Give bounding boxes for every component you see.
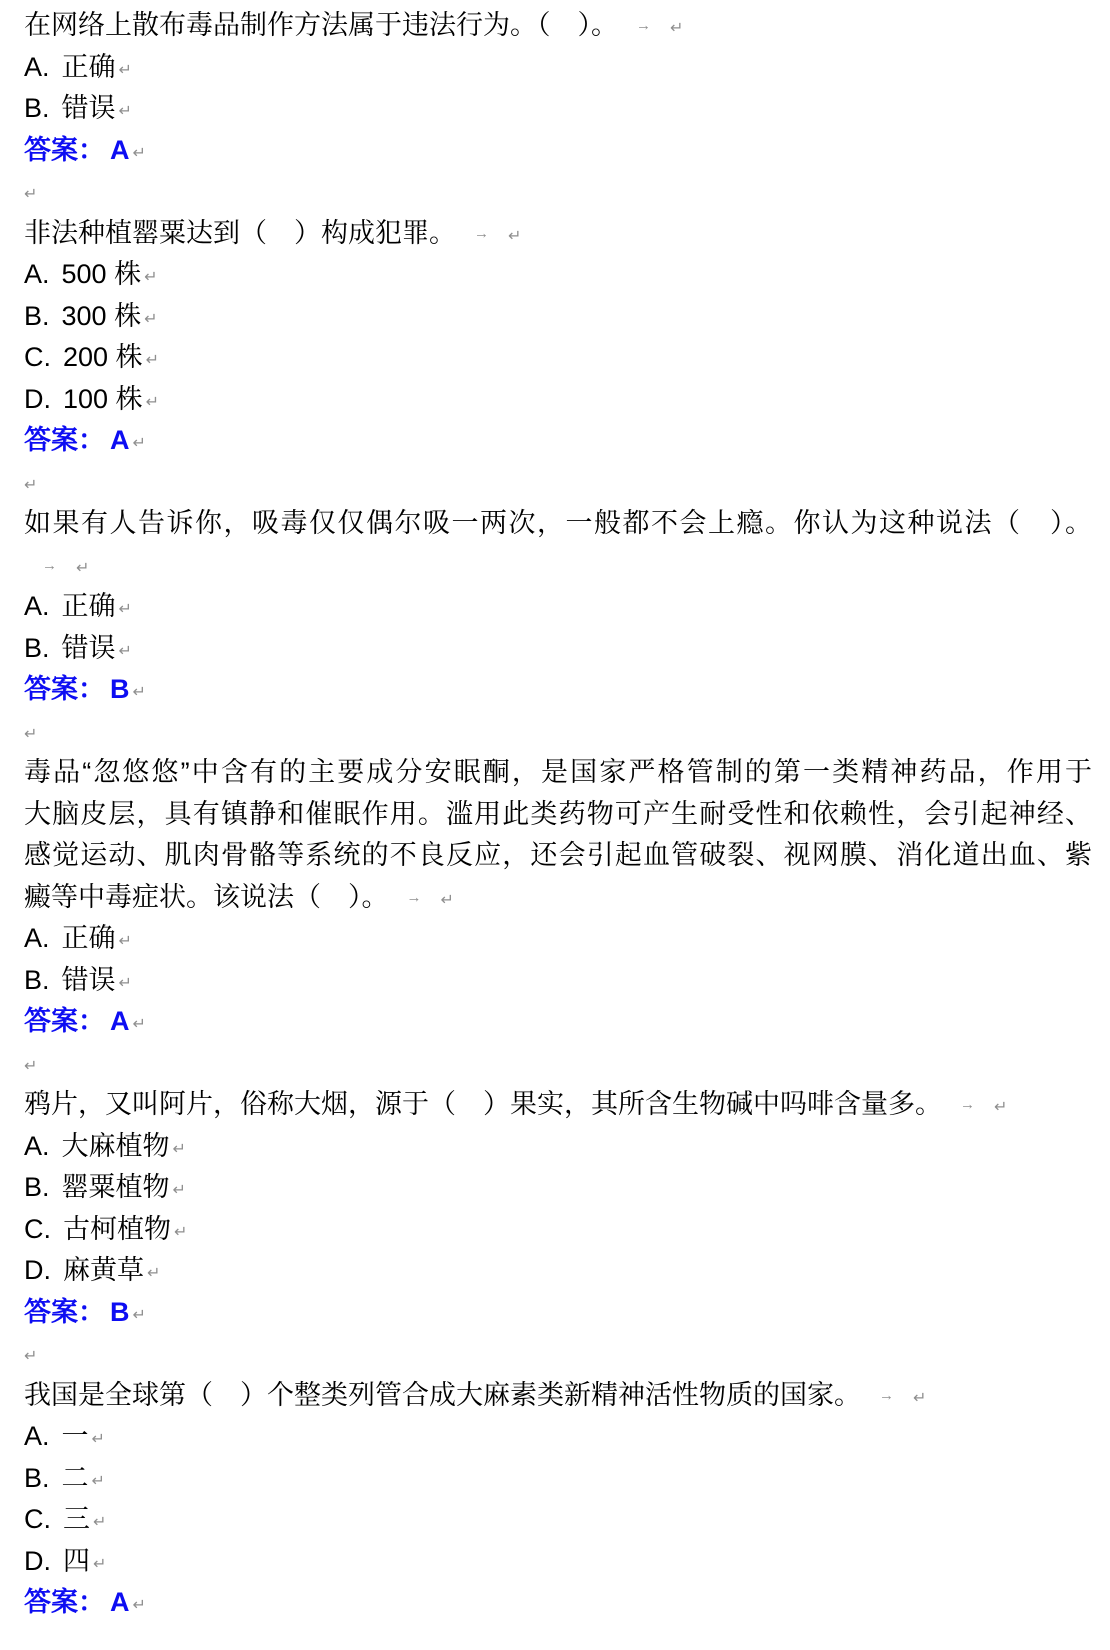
pilcrow-icon: ↵ — [440, 891, 454, 909]
pilcrow-icon: ↵ — [144, 269, 158, 286]
pilcrow-icon: ↵ — [91, 1472, 105, 1490]
blank-line — [24, 711, 1092, 753]
option-label: B. — [24, 1462, 50, 1493]
question-text: 在网络上散布毒品制作方法属于违法行为。（ ）。 — [24, 10, 618, 40]
question-text: 我国是全球第（ ）个整类列管合成大麻素类新精神活性物质的国家。 — [24, 1379, 861, 1410]
answer-letter: A — [110, 1006, 130, 1036]
option-label: D. — [24, 383, 51, 414]
option-label: A. — [24, 591, 50, 621]
option-label: A. — [24, 923, 50, 953]
pilcrow-icon: ↵ — [147, 1265, 161, 1282]
option-text: 一 — [61, 1421, 89, 1451]
answer-letter: A — [110, 1587, 130, 1617]
option-text: 二 — [61, 1462, 89, 1493]
pilcrow-icon: ↵ — [118, 61, 132, 79]
pilcrow-icon: ↵ — [91, 1431, 105, 1448]
answer-prefix: 答案： — [24, 425, 105, 455]
question-line — [24, 1084, 1092, 1126]
question-line — [24, 545, 1092, 587]
pilcrow-icon: ↵ — [24, 1348, 38, 1365]
option-text: 四 — [63, 1545, 90, 1576]
pilcrow-icon: ↵ — [118, 933, 132, 950]
pilcrow-icon: ↵ — [144, 310, 158, 328]
pilcrow-icon: ↵ — [132, 1597, 146, 1614]
option-text: 200 株 — [63, 342, 143, 372]
answer-prefix: 答案： — [24, 1296, 105, 1327]
pilcrow-icon: ↵ — [508, 227, 522, 245]
option-label: A. — [24, 1130, 50, 1161]
question-line — [24, 5, 1092, 47]
question-block — [24, 5, 1092, 171]
pilcrow-icon: ↵ — [994, 1099, 1008, 1116]
option-line — [24, 1250, 1092, 1292]
question-text: 毒品“忽悠悠”中含有的主要成分安眠酮，是国家严格管制的第一类精神药品，作用于 — [24, 757, 1092, 787]
question-line — [24, 794, 1092, 836]
option-line — [24, 628, 1092, 670]
option-label: B. — [24, 632, 50, 663]
question-text: 感觉运动、肌肉骨骼等系统的不良反应，还会引起血管破裂、视网膜、消化道出血、紫 — [24, 840, 1092, 870]
question-block — [24, 213, 1092, 462]
tab-icon: → — [960, 1096, 975, 1113]
option-line — [24, 960, 1092, 1002]
option-label: B. — [24, 964, 50, 995]
tab-icon: → — [879, 1386, 894, 1404]
option-line — [24, 1541, 1092, 1583]
option-line — [24, 1458, 1092, 1500]
option-line — [24, 918, 1092, 960]
option-text: 大麻植物 — [61, 1130, 170, 1161]
answer-line — [24, 1582, 1092, 1624]
option-line — [24, 254, 1092, 296]
answer-line — [24, 1001, 1092, 1043]
option-text: 100 株 — [63, 383, 143, 414]
option-line — [24, 1126, 1092, 1168]
pilcrow-icon: ↵ — [118, 642, 132, 660]
option-text: 麻黄草 — [63, 1255, 144, 1285]
pilcrow-icon: ↵ — [76, 559, 90, 577]
question-text: 大脑皮层，具有镇静和催眠作用。滥用此类药物可产生耐受性和依赖性，会引起神经、 — [24, 798, 1092, 829]
option-label: A. — [24, 259, 50, 289]
pilcrow-icon: ↵ — [670, 20, 684, 37]
option-line — [24, 337, 1092, 379]
option-line — [24, 1499, 1092, 1541]
pilcrow-icon: ↵ — [24, 1057, 38, 1075]
option-label: D. — [24, 1545, 51, 1576]
question-line — [24, 877, 1092, 919]
blank-line — [24, 462, 1092, 504]
answer-prefix: 答案： — [24, 1587, 105, 1617]
answer-letter: A — [110, 134, 130, 165]
answer-letter: B — [110, 674, 130, 704]
option-label: A. — [24, 51, 50, 82]
option-line — [24, 88, 1092, 130]
question-line — [24, 752, 1092, 794]
question-text: 鸦片，又叫阿片，俗称大烟，源于（ ）果实，其所含生物碱中吗啡含量多。 — [24, 1089, 942, 1119]
pilcrow-icon: ↵ — [93, 1514, 107, 1531]
pilcrow-icon: ↵ — [132, 144, 146, 162]
pilcrow-icon: ↵ — [913, 1389, 927, 1407]
pilcrow-icon: ↵ — [145, 352, 159, 369]
blank-line — [24, 1333, 1092, 1375]
pilcrow-icon: ↵ — [132, 435, 146, 452]
question-line — [24, 1375, 1092, 1417]
pilcrow-icon: ↵ — [24, 476, 38, 494]
question-text: 如果有人告诉你，吸毒仅仅偶尔吸一两次，一般都不会上瘾。你认为这种说法（ ）。 — [24, 508, 1092, 538]
pilcrow-icon: ↵ — [132, 684, 146, 701]
answer-prefix: 答案： — [24, 674, 105, 704]
pilcrow-icon: ↵ — [132, 1306, 146, 1324]
tab-icon: → — [406, 888, 422, 906]
pilcrow-icon: ↵ — [24, 186, 38, 203]
option-label: C. — [24, 342, 51, 372]
pilcrow-icon: ↵ — [172, 1140, 186, 1158]
option-text: 正确 — [61, 591, 116, 621]
option-text: 正确 — [61, 51, 116, 82]
answer-letter: A — [110, 425, 130, 455]
option-text: 古柯植物 — [63, 1213, 171, 1244]
pilcrow-icon: ↵ — [118, 601, 132, 618]
question-line — [24, 835, 1092, 877]
option-line — [24, 1416, 1092, 1458]
pilcrow-icon: ↵ — [93, 1555, 107, 1573]
answer-line — [24, 130, 1092, 172]
option-text: 罂粟植物 — [61, 1172, 170, 1202]
pilcrow-icon: ↵ — [145, 393, 159, 411]
question-block — [24, 1084, 1092, 1333]
pilcrow-icon: ↵ — [172, 1182, 186, 1199]
option-line — [24, 47, 1092, 89]
option-label: D. — [24, 1255, 51, 1285]
question-line — [24, 213, 1092, 255]
pilcrow-icon: ↵ — [118, 103, 132, 120]
option-text: 错误 — [61, 964, 116, 995]
pilcrow-icon: ↵ — [24, 725, 38, 743]
answer-prefix: 答案： — [24, 134, 105, 165]
option-text: 500 株 — [61, 259, 142, 289]
blank-line — [24, 171, 1092, 213]
tab-icon: → — [474, 224, 489, 242]
tab-icon: → — [636, 17, 651, 34]
option-text: 错误 — [61, 632, 116, 663]
answer-prefix: 答案： — [24, 1006, 105, 1036]
option-label: C. — [24, 1504, 51, 1534]
option-line — [24, 296, 1092, 338]
option-line — [24, 1209, 1092, 1251]
answer-line — [24, 1292, 1092, 1334]
answer-line — [24, 669, 1092, 711]
question-text: 癜等中毒症状。该说法（ ）。 — [24, 881, 389, 912]
option-text: 正确 — [61, 923, 116, 953]
option-label: C. — [24, 1213, 51, 1244]
option-label: B. — [24, 300, 50, 331]
option-text: 错误 — [61, 93, 116, 123]
answer-line — [24, 420, 1092, 462]
option-line — [24, 1167, 1092, 1209]
question-block — [24, 503, 1092, 711]
question-block — [24, 752, 1092, 1043]
option-label: B. — [24, 93, 50, 123]
option-text: 300 株 — [61, 300, 142, 331]
option-line — [24, 586, 1092, 628]
option-label: B. — [24, 1172, 50, 1202]
option-text: 三 — [63, 1504, 90, 1534]
answer-letter: B — [110, 1296, 130, 1327]
pilcrow-icon: ↵ — [132, 1016, 146, 1033]
question-block — [24, 1375, 1092, 1624]
pilcrow-icon: ↵ — [118, 974, 132, 992]
blank-line — [24, 1043, 1092, 1085]
option-label: A. — [24, 1421, 50, 1451]
question-text: 非法种植罂粟达到（ ）构成犯罪。 — [24, 217, 456, 248]
question-line — [24, 503, 1092, 545]
pilcrow-icon: ↵ — [174, 1223, 188, 1241]
option-line — [24, 379, 1092, 421]
tab-icon: → — [42, 556, 57, 574]
